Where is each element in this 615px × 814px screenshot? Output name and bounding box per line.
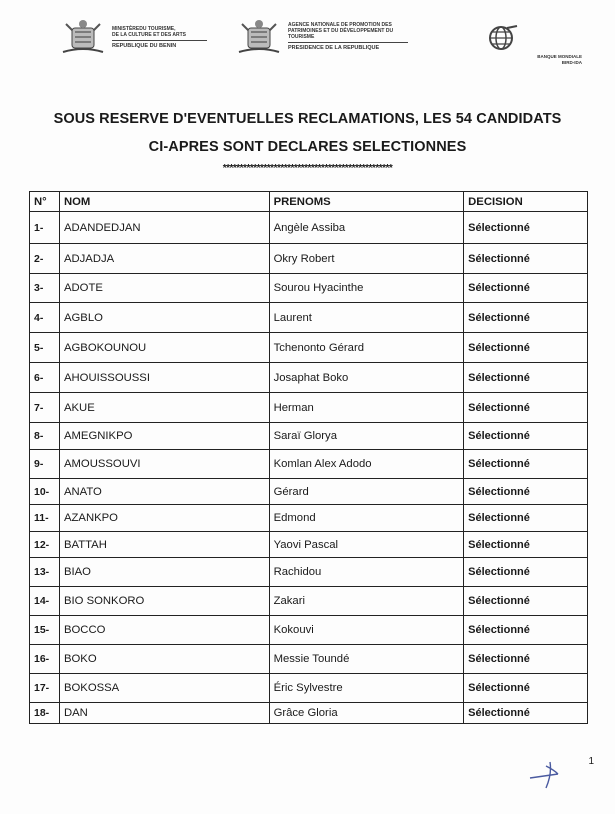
row-number: 13-: [30, 558, 60, 587]
row-number: 3-: [30, 274, 60, 303]
row-decision: Sélectionné: [464, 645, 588, 674]
table-row: [30, 393, 588, 423]
row-prenoms: Saraï Glorya: [269, 423, 464, 450]
row-prenoms: Komlan Alex Adodo: [269, 450, 464, 479]
row-prenoms: Messie Toundé: [269, 645, 464, 674]
benin-coat-of-arms-icon: [234, 18, 284, 58]
row-prenoms: Kokouvi: [269, 616, 464, 645]
row-nom: BOKO: [59, 645, 269, 674]
row-nom: AGBLO: [59, 303, 269, 333]
row-prenoms: Tchenonto Gérard: [269, 333, 464, 363]
row-number: 16-: [30, 645, 60, 674]
row-prenoms: Rachidou: [269, 558, 464, 587]
row-number: 1-: [30, 212, 60, 244]
table-row: [30, 703, 588, 724]
row-prenoms: Okry Robert: [269, 244, 464, 274]
row-decision: Sélectionné: [464, 479, 588, 505]
row-decision: Sélectionné: [464, 505, 588, 532]
row-decision: Sélectionné: [464, 423, 588, 450]
row-prenoms: Laurent: [269, 303, 464, 333]
agency-header: AGENCE NATIONALE DE PROMOTION DES PATRIMOINES ET DU DÉVELOPPEMENT DU TOURISME PRESIDENCE DE LA REPUBLIQUE: [288, 22, 408, 51]
row-number: 18-: [30, 703, 60, 724]
candidates-table: [29, 191, 588, 724]
row-number: 6-: [30, 363, 60, 393]
table-row: [30, 645, 588, 674]
row-nom: BIAO: [59, 558, 269, 587]
row-nom: AZANKPO: [59, 505, 269, 532]
table-row: [30, 303, 588, 333]
row-prenoms: Herman: [269, 393, 464, 423]
row-number: 14-: [30, 587, 60, 616]
row-decision: Sélectionné: [464, 212, 588, 244]
row-prenoms: Éric Sylvestre: [269, 674, 464, 703]
table-row: [30, 616, 588, 645]
ministry-country: REPUBLIQUE DU BENIN: [112, 40, 207, 49]
row-nom: AKUE: [59, 393, 269, 423]
row-decision: Sélectionné: [464, 587, 588, 616]
row-nom: ANATO: [59, 479, 269, 505]
stars-separator: **************************************************: [222, 163, 393, 174]
row-decision: Sélectionné: [464, 674, 588, 703]
bank-header: BANQUE MONDIALE BIRD-IDA: [537, 54, 582, 65]
table-row: [30, 479, 588, 505]
row-nom: ADOTE: [59, 274, 269, 303]
world-bank-logo-icon: [487, 24, 519, 52]
row-number: 7-: [30, 393, 60, 423]
row-decision: Sélectionné: [464, 303, 588, 333]
row-nom: BATTAH: [59, 532, 269, 558]
table-row: [30, 212, 588, 244]
title-line-1: SOUS RESERVE D'EVENTUELLES RECLAMATIONS, LES 54 CANDIDATS: [53, 111, 562, 127]
row-number: 11-: [30, 505, 60, 532]
row-nom: AGBOKOUNOU: [59, 333, 269, 363]
row-decision: Sélectionné: [464, 558, 588, 587]
row-nom: ADANDEDJAN: [59, 212, 269, 244]
row-nom: ADJADJA: [59, 244, 269, 274]
row-prenoms: Grâce Gloria: [269, 703, 464, 724]
row-decision: Sélectionné: [464, 393, 588, 423]
table-row: [30, 450, 588, 479]
row-decision: Sélectionné: [464, 703, 588, 724]
row-nom: AHOUISSOUSSI: [59, 363, 269, 393]
table-row: [30, 244, 588, 274]
header-number: N°: [30, 192, 60, 212]
row-number: 12-: [30, 532, 60, 558]
row-number: 2-: [30, 244, 60, 274]
row-prenoms: Gérard: [269, 479, 464, 505]
row-prenoms: Zakari: [269, 587, 464, 616]
table-row: [30, 274, 588, 303]
agency-presidency: PRESIDENCE DE LA REPUBLIQUE: [288, 42, 408, 51]
row-decision: Sélectionné: [464, 450, 588, 479]
header-decision: DECISION: [464, 192, 588, 212]
signature-icon: [528, 760, 572, 790]
row-decision: Sélectionné: [464, 274, 588, 303]
row-nom: BOKOSSA: [59, 674, 269, 703]
row-prenoms: Josaphat Boko: [269, 363, 464, 393]
row-decision: Sélectionné: [464, 244, 588, 274]
row-number: 9-: [30, 450, 60, 479]
row-number: 5-: [30, 333, 60, 363]
table-row: [30, 505, 588, 532]
table-row: [30, 674, 588, 703]
table-row: [30, 587, 588, 616]
document-header: [0, 16, 615, 76]
header-prenoms: PRENOMS: [269, 192, 464, 212]
row-number: 15-: [30, 616, 60, 645]
row-number: 17-: [30, 674, 60, 703]
row-decision: Sélectionné: [464, 333, 588, 363]
row-nom: DAN: [59, 703, 269, 724]
row-prenoms: Angèle Assiba: [269, 212, 464, 244]
table-header-row: [30, 192, 588, 212]
row-prenoms: Yaovi Pascal: [269, 532, 464, 558]
row-nom: AMOUSSOUVI: [59, 450, 269, 479]
page-number: 1: [588, 756, 594, 767]
header-nom: NOM: [59, 192, 269, 212]
row-nom: BIO SONKORO: [59, 587, 269, 616]
benin-coat-of-arms-icon: [58, 18, 108, 58]
row-decision: Sélectionné: [464, 532, 588, 558]
table-row: [30, 558, 588, 587]
table-row: [30, 532, 588, 558]
row-prenoms: Sourou Hyacinthe: [269, 274, 464, 303]
row-prenoms: Edmond: [269, 505, 464, 532]
table-row: [30, 333, 588, 363]
row-decision: Sélectionné: [464, 363, 588, 393]
row-number: 8-: [30, 423, 60, 450]
row-number: 10-: [30, 479, 60, 505]
row-decision: Sélectionné: [464, 616, 588, 645]
ministry-header: MINISTÈREDU TOURISME, DE LA CULTURE ET DES ARTS REPUBLIQUE DU BENIN: [112, 26, 207, 49]
table-row: [30, 363, 588, 393]
row-number: 4-: [30, 303, 60, 333]
table-row: [30, 423, 588, 450]
row-nom: BOCCO: [59, 616, 269, 645]
title-line-2: CI-APRES SONT DECLARES SELECTIONNES: [148, 139, 467, 155]
row-nom: AMEGNIKPO: [59, 423, 269, 450]
